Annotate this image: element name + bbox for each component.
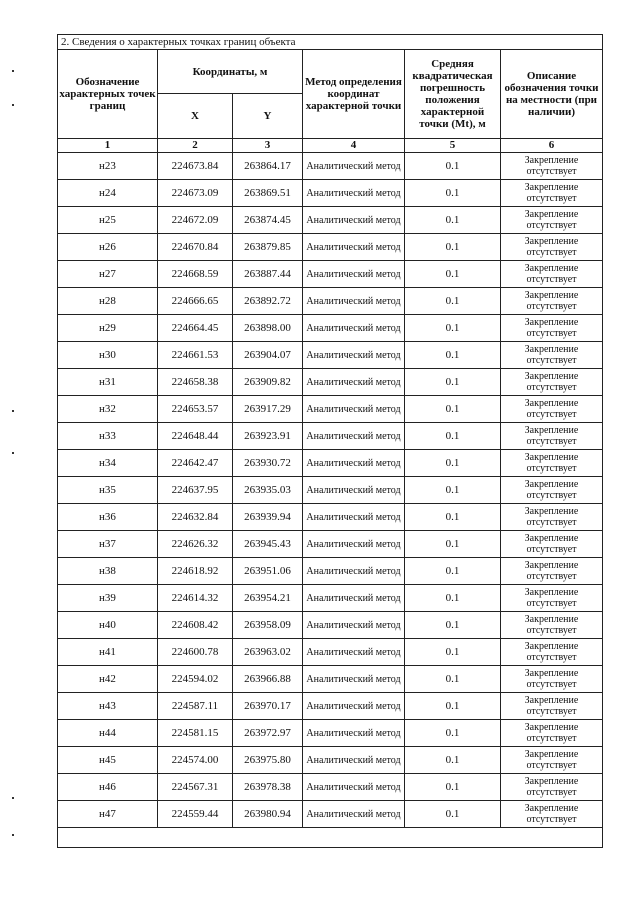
error-value: 0.1 bbox=[405, 666, 501, 693]
header-error: Средняя квадратическая погрешность положения характерной точки (Mt), м bbox=[405, 50, 501, 139]
error-value: 0.1 bbox=[405, 504, 501, 531]
table-row bbox=[58, 369, 603, 396]
description-cell: Закрепление отсутствует bbox=[501, 234, 603, 261]
method-cell: Аналитический метод bbox=[303, 315, 405, 342]
coord-y: 263898.00 bbox=[233, 315, 303, 342]
coord-y: 263951.06 bbox=[233, 558, 303, 585]
description-cell: Закрепление отсутствует bbox=[501, 720, 603, 747]
method-cell: Аналитический метод bbox=[303, 504, 405, 531]
error-value: 0.1 bbox=[405, 693, 501, 720]
coord-x: 224567.31 bbox=[158, 774, 233, 801]
method-cell: Аналитический метод bbox=[303, 180, 405, 207]
coord-y: 263874.45 bbox=[233, 207, 303, 234]
table-row bbox=[58, 531, 603, 558]
error-value: 0.1 bbox=[405, 234, 501, 261]
description-cell: Закрепление отсутствует bbox=[501, 342, 603, 369]
coord-x: 224626.32 bbox=[158, 531, 233, 558]
error-value: 0.1 bbox=[405, 450, 501, 477]
table-row bbox=[58, 288, 603, 315]
description-cell: Закрепление отсутствует bbox=[501, 288, 603, 315]
point-id: н41 bbox=[58, 639, 158, 666]
coord-x: 224670.84 bbox=[158, 234, 233, 261]
error-value: 0.1 bbox=[405, 207, 501, 234]
method-cell: Аналитический метод bbox=[303, 153, 405, 180]
coord-y: 263954.21 bbox=[233, 585, 303, 612]
error-value: 0.1 bbox=[405, 261, 501, 288]
method-cell: Аналитический метод bbox=[303, 612, 405, 639]
coord-y: 263980.94 bbox=[233, 801, 303, 828]
error-value: 0.1 bbox=[405, 747, 501, 774]
point-id: н39 bbox=[58, 585, 158, 612]
scan-speck bbox=[12, 834, 14, 836]
description-cell: Закрепление отсутствует bbox=[501, 666, 603, 693]
coord-x: 224666.65 bbox=[158, 288, 233, 315]
table-row bbox=[58, 153, 603, 180]
point-id: н42 bbox=[58, 666, 158, 693]
error-value: 0.1 bbox=[405, 369, 501, 396]
coord-x: 224632.84 bbox=[158, 504, 233, 531]
scan-speck bbox=[12, 104, 14, 106]
header-x: X bbox=[158, 94, 233, 139]
error-value: 0.1 bbox=[405, 477, 501, 504]
header-method: Метод определения координат характерной точки bbox=[303, 50, 405, 139]
point-id: н34 bbox=[58, 450, 158, 477]
description-cell: Закрепление отсутствует bbox=[501, 396, 603, 423]
description-cell: Закрепление отсутствует bbox=[501, 693, 603, 720]
coord-x: 224668.59 bbox=[158, 261, 233, 288]
coord-y: 263972.97 bbox=[233, 720, 303, 747]
coord-y: 263923.91 bbox=[233, 423, 303, 450]
description-cell: Закрепление отсутствует bbox=[501, 612, 603, 639]
error-value: 0.1 bbox=[405, 342, 501, 369]
method-cell: Аналитический метод bbox=[303, 423, 405, 450]
coord-y: 263966.88 bbox=[233, 666, 303, 693]
column-number: 1 bbox=[58, 139, 158, 153]
error-value: 0.1 bbox=[405, 153, 501, 180]
error-value: 0.1 bbox=[405, 585, 501, 612]
description-cell: Закрепление отсутствует bbox=[501, 585, 603, 612]
coord-y: 263892.72 bbox=[233, 288, 303, 315]
coord-x: 224673.84 bbox=[158, 153, 233, 180]
table-row bbox=[58, 504, 603, 531]
table-row bbox=[58, 396, 603, 423]
coord-y: 263945.43 bbox=[233, 531, 303, 558]
point-id: н31 bbox=[58, 369, 158, 396]
table-row bbox=[58, 207, 603, 234]
coord-x: 224581.15 bbox=[158, 720, 233, 747]
coord-x: 224587.11 bbox=[158, 693, 233, 720]
table-row bbox=[58, 693, 603, 720]
column-number: 3 bbox=[233, 139, 303, 153]
coord-x: 224618.92 bbox=[158, 558, 233, 585]
coord-x: 224614.32 bbox=[158, 585, 233, 612]
table-row bbox=[58, 234, 603, 261]
boundary-points-document bbox=[57, 34, 602, 848]
error-value: 0.1 bbox=[405, 612, 501, 639]
coord-x: 224574.00 bbox=[158, 747, 233, 774]
table-footer-blank bbox=[58, 828, 603, 848]
coord-x: 224648.44 bbox=[158, 423, 233, 450]
error-value: 0.1 bbox=[405, 558, 501, 585]
error-value: 0.1 bbox=[405, 801, 501, 828]
description-cell: Закрепление отсутствует bbox=[501, 774, 603, 801]
method-cell: Аналитический метод bbox=[303, 666, 405, 693]
point-id: н46 bbox=[58, 774, 158, 801]
method-cell: Аналитический метод bbox=[303, 639, 405, 666]
point-id: н26 bbox=[58, 234, 158, 261]
table-row bbox=[58, 747, 603, 774]
description-cell: Закрепление отсутствует bbox=[501, 639, 603, 666]
coord-y: 263904.07 bbox=[233, 342, 303, 369]
coord-y: 263869.51 bbox=[233, 180, 303, 207]
description-cell: Закрепление отсутствует bbox=[501, 477, 603, 504]
error-value: 0.1 bbox=[405, 774, 501, 801]
coord-y: 263958.09 bbox=[233, 612, 303, 639]
coord-y: 263970.17 bbox=[233, 693, 303, 720]
table-row bbox=[58, 423, 603, 450]
column-number: 2 bbox=[158, 139, 233, 153]
coord-x: 224608.42 bbox=[158, 612, 233, 639]
table-row bbox=[58, 585, 603, 612]
method-cell: Аналитический метод bbox=[303, 342, 405, 369]
point-id: н28 bbox=[58, 288, 158, 315]
column-number: 4 bbox=[303, 139, 405, 153]
table-row bbox=[58, 801, 603, 828]
coord-y: 263978.38 bbox=[233, 774, 303, 801]
description-cell: Закрепление отсутствует bbox=[501, 423, 603, 450]
point-id: н29 bbox=[58, 315, 158, 342]
description-cell: Закрепление отсутствует bbox=[501, 180, 603, 207]
column-number: 5 bbox=[405, 139, 501, 153]
coord-x: 224642.47 bbox=[158, 450, 233, 477]
point-id: н47 bbox=[58, 801, 158, 828]
table-row bbox=[58, 612, 603, 639]
table-row bbox=[58, 450, 603, 477]
error-value: 0.1 bbox=[405, 396, 501, 423]
point-id: н33 bbox=[58, 423, 158, 450]
point-id: н25 bbox=[58, 207, 158, 234]
coord-x: 224600.78 bbox=[158, 639, 233, 666]
description-cell: Закрепление отсутствует bbox=[501, 207, 603, 234]
description-cell: Закрепление отсутствует bbox=[501, 558, 603, 585]
description-cell: Закрепление отсутствует bbox=[501, 450, 603, 477]
point-id: н37 bbox=[58, 531, 158, 558]
method-cell: Аналитический метод bbox=[303, 720, 405, 747]
method-cell: Аналитический метод bbox=[303, 801, 405, 828]
description-cell: Закрепление отсутствует bbox=[501, 153, 603, 180]
coord-y: 263930.72 bbox=[233, 450, 303, 477]
scan-speck bbox=[12, 70, 14, 72]
description-cell: Закрепление отсутствует bbox=[501, 261, 603, 288]
coord-x: 224559.44 bbox=[158, 801, 233, 828]
method-cell: Аналитический метод bbox=[303, 450, 405, 477]
method-cell: Аналитический метод bbox=[303, 369, 405, 396]
header-coordinates: Координаты, м bbox=[158, 50, 303, 94]
table-row bbox=[58, 720, 603, 747]
header-description: Описание обозначения точки на местности (при наличии) bbox=[501, 50, 603, 139]
table-row bbox=[58, 180, 603, 207]
point-id: н32 bbox=[58, 396, 158, 423]
point-id: н38 bbox=[58, 558, 158, 585]
table-row bbox=[58, 261, 603, 288]
error-value: 0.1 bbox=[405, 531, 501, 558]
table-row bbox=[58, 342, 603, 369]
description-cell: Закрепление отсутствует bbox=[501, 747, 603, 774]
description-cell: Закрепление отсутствует bbox=[501, 369, 603, 396]
table-row bbox=[58, 666, 603, 693]
description-cell: Закрепление отсутствует bbox=[501, 801, 603, 828]
error-value: 0.1 bbox=[405, 720, 501, 747]
coord-x: 224594.02 bbox=[158, 666, 233, 693]
description-cell: Закрепление отсутствует bbox=[501, 504, 603, 531]
method-cell: Аналитический метод bbox=[303, 693, 405, 720]
method-cell: Аналитический метод bbox=[303, 477, 405, 504]
coord-y: 263939.94 bbox=[233, 504, 303, 531]
method-cell: Аналитический метод bbox=[303, 747, 405, 774]
error-value: 0.1 bbox=[405, 423, 501, 450]
point-id: н30 bbox=[58, 342, 158, 369]
coord-y: 263963.02 bbox=[233, 639, 303, 666]
coord-x: 224673.09 bbox=[158, 180, 233, 207]
coord-x: 224653.57 bbox=[158, 396, 233, 423]
point-id: н40 bbox=[58, 612, 158, 639]
error-value: 0.1 bbox=[405, 315, 501, 342]
point-id: н35 bbox=[58, 477, 158, 504]
point-id: н36 bbox=[58, 504, 158, 531]
coord-x: 224661.53 bbox=[158, 342, 233, 369]
method-cell: Аналитический метод bbox=[303, 558, 405, 585]
table-row bbox=[58, 774, 603, 801]
table-row bbox=[58, 639, 603, 666]
boundary-points-table bbox=[57, 34, 603, 848]
column-number: 6 bbox=[501, 139, 603, 153]
point-id: н43 bbox=[58, 693, 158, 720]
method-cell: Аналитический метод bbox=[303, 234, 405, 261]
method-cell: Аналитический метод bbox=[303, 207, 405, 234]
error-value: 0.1 bbox=[405, 288, 501, 315]
coord-x: 224637.95 bbox=[158, 477, 233, 504]
table-row bbox=[58, 477, 603, 504]
scan-speck bbox=[12, 797, 14, 799]
coord-y: 263935.03 bbox=[233, 477, 303, 504]
coord-y: 263879.85 bbox=[233, 234, 303, 261]
description-cell: Закрепление отсутствует bbox=[501, 315, 603, 342]
coord-y: 263909.82 bbox=[233, 369, 303, 396]
method-cell: Аналитический метод bbox=[303, 531, 405, 558]
method-cell: Аналитический метод bbox=[303, 396, 405, 423]
header-y: Y bbox=[233, 94, 303, 139]
coord-y: 263917.29 bbox=[233, 396, 303, 423]
section-title: 2. Сведения о характерных точках границ объекта bbox=[58, 35, 603, 50]
coord-x: 224672.09 bbox=[158, 207, 233, 234]
coord-x: 224658.38 bbox=[158, 369, 233, 396]
point-id: н44 bbox=[58, 720, 158, 747]
point-id: н23 bbox=[58, 153, 158, 180]
method-cell: Аналитический метод bbox=[303, 774, 405, 801]
method-cell: Аналитический метод bbox=[303, 288, 405, 315]
coord-y: 263975.80 bbox=[233, 747, 303, 774]
method-cell: Аналитический метод bbox=[303, 261, 405, 288]
coord-x: 224664.45 bbox=[158, 315, 233, 342]
error-value: 0.1 bbox=[405, 180, 501, 207]
table-row bbox=[58, 558, 603, 585]
scan-speck bbox=[12, 410, 14, 412]
coord-y: 263864.17 bbox=[233, 153, 303, 180]
point-id: н24 bbox=[58, 180, 158, 207]
coord-y: 263887.44 bbox=[233, 261, 303, 288]
point-id: н45 bbox=[58, 747, 158, 774]
method-cell: Аналитический метод bbox=[303, 585, 405, 612]
description-cell: Закрепление отсутствует bbox=[501, 531, 603, 558]
scan-speck bbox=[12, 452, 14, 454]
header-designation: Обозначение характерных точек границ bbox=[58, 50, 158, 139]
table-row bbox=[58, 315, 603, 342]
error-value: 0.1 bbox=[405, 639, 501, 666]
point-id: н27 bbox=[58, 261, 158, 288]
